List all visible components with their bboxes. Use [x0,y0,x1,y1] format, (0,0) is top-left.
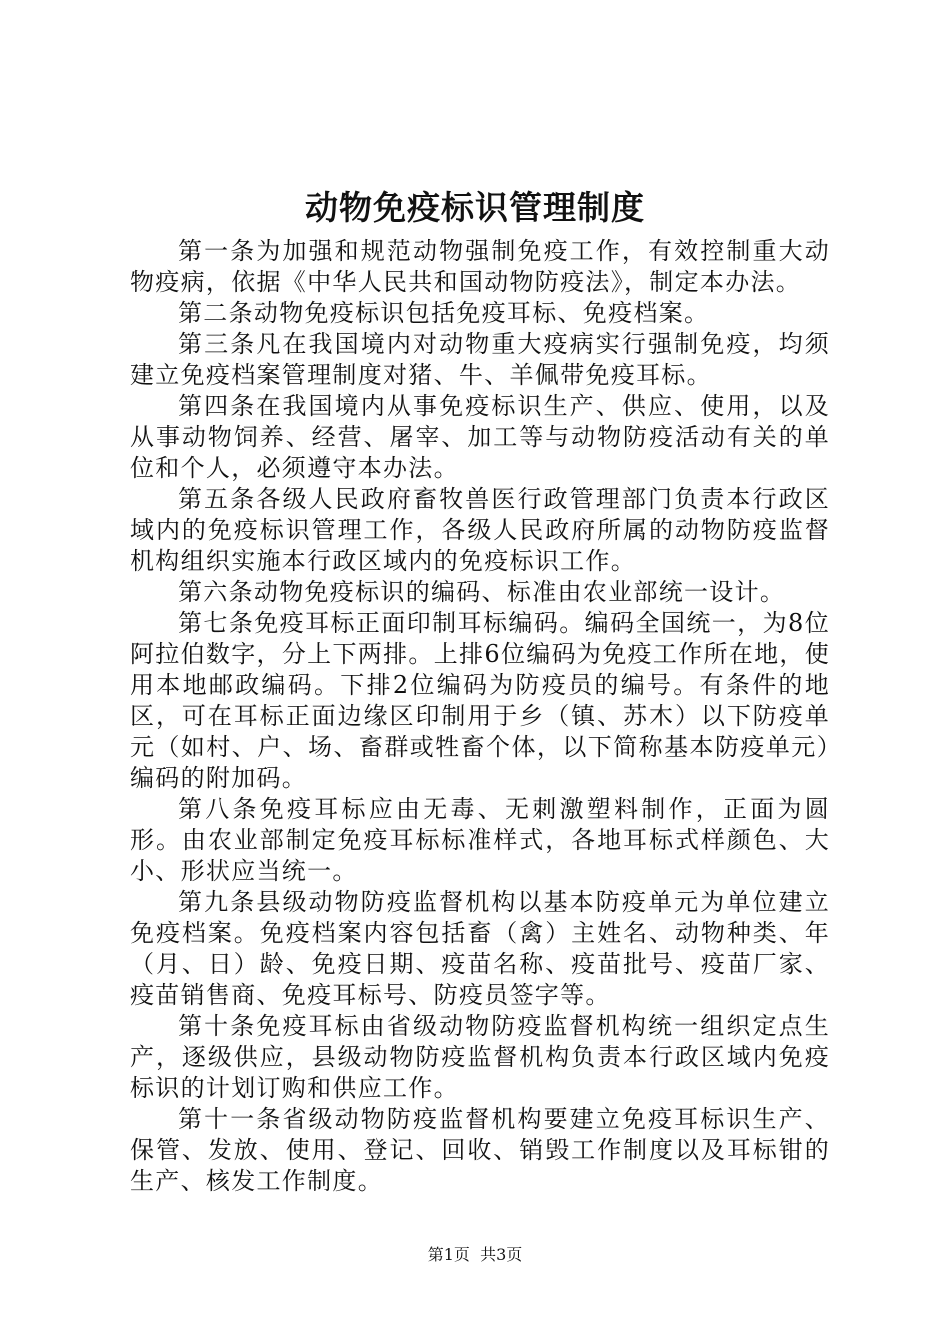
document-body [130,236,830,1197]
article-6: 第六条动物免疫标识的编码、标准由农业部统一设计。 [178,578,786,606]
document-title: 动物免疫标识管理制度 [305,188,645,227]
article-5: 第五条各级人民政府畜牧兽医行政管理部门负责本行政区域内的免疫标识管理工作，各级人民政府所属的动物防疫监督机构组织实施本行政区域内的免疫标识工作。 [130,485,830,575]
article-1: 第一条为加强和规范动物强制免疫工作，有效控制重大动物疫病，依据《中华人民共和国动物防疫法》，制定本办法。 [130,237,830,296]
article-10: 第十条免疫耳标由省级动物防疫监督机构统一组织定点生产，逐级供应，县级动物防疫监督机构负责本行政区域内免疫标识的计划订购和供应工作。 [130,1012,830,1102]
article-2: 第二条动物免疫标识包括免疫耳标、免疫档案。 [178,299,710,327]
page-number: 第1页 [427,1245,470,1264]
article-11: 第十一条省级动物防疫监督机构要建立免疫耳标识生产、保管、发放、使用、登记、回收、销毁工作制度以及耳标钳的生产、核发工作制度。 [130,1105,830,1195]
article-7: 第七条免疫耳标正面印制耳标编码。编码全国统一，为8位阿拉伯数字，分上下两排。上排6位编码为免疫工作所在地，使用本地邮政编码。下排2位编码为防疫员的编号。有条件的地区，可在耳标正面边缘区印制用于乡（镇、苏木）以下防疫单元（如村、户、场、畜群或牲畜个体，以下简称基本防疫单元）编码的附加码。 [130,609,830,792]
page-footer [0,1243,950,1267]
article-8: 第八条免疫耳标应由无毒、无刺激塑料制作，正面为圆形。由农业部制定免疫耳标标准样式，各地耳标式样颜色、大小、形状应当统一。 [130,795,830,885]
article-4: 第四条在我国境内从事免疫标识生产、供应、使用，以及从事动物饲养、经营、屠宰、加工等与动物防疫活动有关的单位和个人，必须遵守本办法。 [130,392,830,482]
article-9: 第九条县级动物防疫监督机构以基本防疫单元为单位建立免疫档案。免疫档案内容包括畜（禽）主姓名、动物种类、年（月、日）龄、免疫日期、疫苗名称、疫苗批号、疫苗厂家、疫苗销售商、免疫耳标号、防疫员签字等。 [130,888,830,1009]
page-total: 共3页 [480,1245,523,1264]
article-3: 第三条凡在我国境内对动物重大疫病实行强制免疫，均须建立免疫档案管理制度对猪、牛、羊佩带免疫耳标。 [130,330,830,389]
